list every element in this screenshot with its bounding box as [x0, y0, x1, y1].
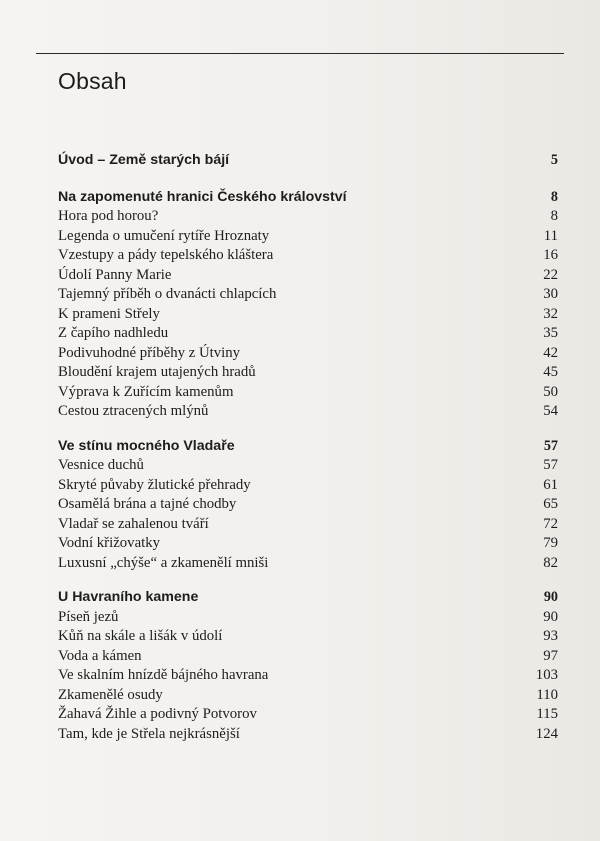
page-title: Obsah [58, 68, 127, 94]
toc-entry [58, 227, 558, 247]
toc-entry [58, 476, 558, 496]
toc-entry [58, 402, 558, 422]
entry-title: Vzestupy a pády tepelského kláštera [58, 247, 274, 263]
entry-page-number: 65 [543, 496, 558, 512]
entry-title: Vodní křižovatky [58, 535, 161, 551]
toc-entry [58, 725, 558, 745]
toc-entry [58, 534, 558, 554]
entry-page-number: 42 [543, 344, 558, 361]
entry-title: Zkamenělé osudy [58, 686, 163, 703]
entry-title: Tam, kde je Střela nejkrásnější [58, 725, 240, 742]
toc-entry [58, 324, 558, 344]
entry-page-number: 90 [543, 608, 558, 625]
entry-title: Tajemný příběh o dvanácti chlapcích [58, 286, 277, 302]
entry-page-number: 22 [543, 266, 558, 283]
entry-page-number: 110 [536, 686, 558, 703]
section-title: Na zapomenuté hranici Českého království [58, 188, 347, 205]
toc-entry [58, 285, 558, 305]
section-page-number: 8 [550, 188, 558, 205]
toc-entry [58, 246, 558, 266]
entry-page-number: 57 [543, 457, 558, 473]
entry-page-number: 30 [543, 286, 558, 302]
section-heading [58, 437, 558, 457]
entry-title: Kůň na skále a lišák v údolí [58, 628, 223, 644]
entry-title: Podivuhodné příběhy z Útviny [58, 344, 241, 361]
entry-page-number: 97 [543, 647, 558, 664]
entry-page-number: 45 [543, 364, 558, 380]
entry-page-number: 72 [543, 515, 558, 532]
entry-title: Údolí Panny Marie [58, 266, 172, 283]
toc-entry [58, 207, 558, 227]
entry-page-number: 79 [543, 535, 558, 551]
toc-entry [58, 705, 558, 725]
entry-page-number: 35 [543, 325, 558, 341]
toc-section [58, 588, 558, 744]
entry-title: Skryté půvaby žlutické přehrady [58, 476, 251, 493]
entry-title: Vladař se zahalenou tváří [58, 515, 209, 532]
toc-section [58, 437, 558, 574]
entry-page-number: 115 [536, 706, 558, 722]
section-heading [58, 188, 558, 208]
section-title: Ve stínu mocného Vladaře [58, 437, 235, 454]
entry-page-number: 124 [535, 725, 558, 742]
entry-page-number: 61 [543, 476, 558, 493]
entry-page-number: 32 [543, 305, 558, 322]
toc-entry [58, 383, 558, 403]
toc-entry [58, 495, 558, 515]
toc-entry [58, 554, 558, 574]
entry-title: K prameni Střely [58, 305, 160, 322]
entry-page-number: 16 [543, 247, 558, 263]
toc-entry [58, 608, 558, 628]
entry-title: Ve skalním hnízdě bájného havrana [58, 667, 269, 683]
section-heading [58, 588, 558, 608]
toc-entry [58, 515, 558, 535]
section-heading [58, 151, 558, 171]
toc-entry [58, 266, 558, 286]
entry-page-number: 103 [535, 667, 558, 683]
entry-title: Žahavá Žihle a podivný Potvorov [58, 706, 257, 722]
toc-section [58, 151, 558, 171]
entry-title: Vesnice duchů [58, 457, 144, 473]
entry-title: Z čapího nadhledu [58, 325, 169, 341]
toc-section [58, 188, 558, 422]
entry-title: Voda a kámen [58, 647, 142, 664]
entry-title: Píseň jezů [58, 608, 119, 625]
entry-page-number: 8 [550, 208, 558, 224]
toc-entry [58, 647, 558, 667]
entry-page-number: 82 [543, 554, 558, 571]
toc-entry [58, 686, 558, 706]
entry-title: Luxusní „chýše“ a zkamenělí mniši [58, 554, 269, 571]
toc-entry [58, 344, 558, 364]
entry-title: Legenda o umučení rytíře Hroznaty [58, 227, 270, 244]
section-page-number: 5 [550, 152, 558, 168]
entry-title: Výprava k Zuřícím kamenům [58, 383, 234, 400]
entry-page-number: 93 [543, 628, 558, 644]
entry-title: Osamělá brána a tajné chodby [58, 496, 237, 512]
header-rule [36, 53, 564, 54]
toc-entry [58, 305, 558, 325]
section-title: Úvod – Země starých bájí [58, 152, 230, 168]
table-of-contents [58, 151, 558, 759]
entry-page-number: 11 [543, 227, 558, 244]
section-title: U Havraního kamene [58, 589, 199, 605]
toc-entry [58, 627, 558, 647]
entry-title: Hora pod horou? [58, 208, 159, 224]
section-page-number: 57 [543, 437, 558, 454]
entry-title: Cestou ztracených mlýnů [58, 403, 209, 419]
toc-entry [58, 456, 558, 476]
entry-title: Bloudění krajem utajených hradů [58, 364, 256, 380]
toc-entry [58, 363, 558, 383]
entry-page-number: 54 [543, 403, 558, 419]
entry-page-number: 50 [543, 383, 558, 400]
toc-entry [58, 666, 558, 686]
section-page-number: 90 [543, 589, 558, 605]
